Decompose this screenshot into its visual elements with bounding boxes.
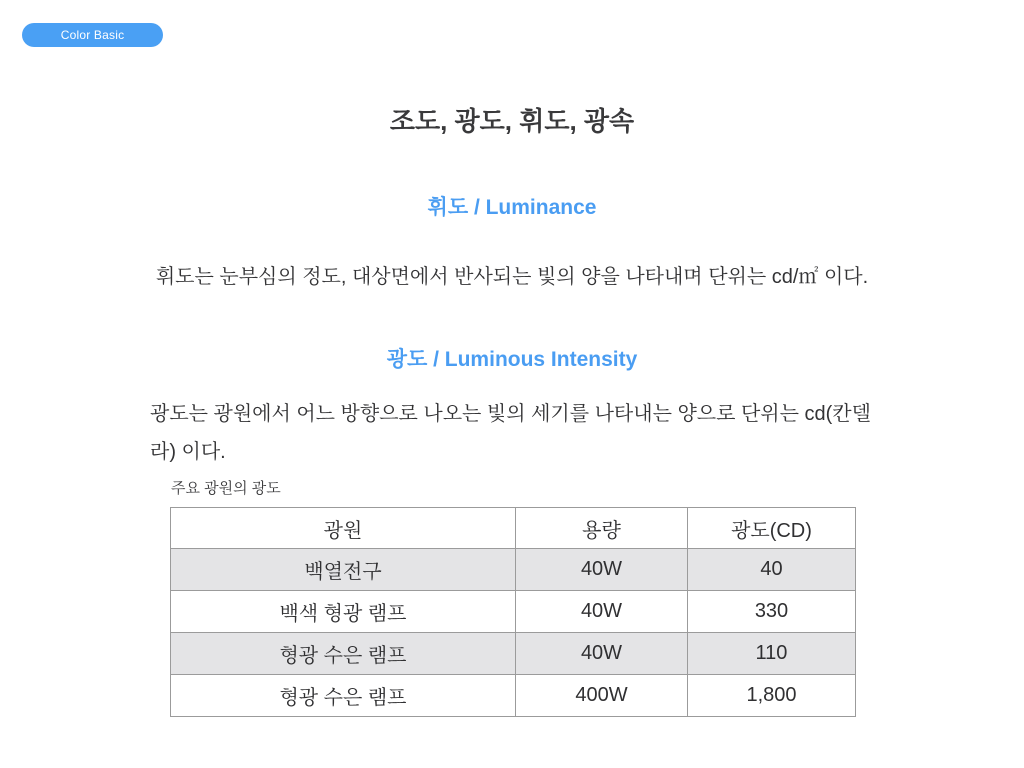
light-source-intensity-table (170, 507, 856, 717)
badge-label: Color Basic (60, 28, 125, 42)
column-header-intensity: 광도(CD) (688, 508, 856, 549)
column-header-wattage: 용량 (516, 508, 688, 549)
luminance-description: 휘도는 눈부심의 정도, 대상면에서 반사되는 빛의 양을 나타내며 단위는 cd/㎡ 이다. (155, 266, 869, 288)
column-header-source: 광원 (171, 508, 516, 549)
cell-source: 형광 수은 램프 (171, 633, 516, 675)
table-row (171, 675, 856, 717)
cell-wattage: 40W (516, 549, 688, 591)
slide-title: 조도, 광도, 휘도, 광속 (389, 106, 635, 136)
cell-source: 백색 형광 램프 (171, 591, 516, 633)
cell-wattage: 400W (516, 675, 688, 717)
cell-intensity: 40 (688, 549, 856, 591)
section-heading-luminance: 휘도 / Luminance (427, 196, 597, 219)
cell-intensity: 330 (688, 591, 856, 633)
table-caption: 주요 광원의 광도 (171, 480, 281, 497)
cell-source: 형광 수은 램프 (171, 675, 516, 717)
cell-source: 백열전구 (171, 549, 516, 591)
table-header-row (171, 508, 856, 549)
table-row (171, 549, 856, 591)
luminous-intensity-description: 광도는 광원에서 어느 방향으로 나오는 빛의 세기를 나타내는 양으로 단위는 cd(칸델라) 이다. (150, 403, 871, 463)
color-basic-badge (22, 23, 163, 47)
cell-intensity: 1,800 (688, 675, 856, 717)
section-heading-luminous-intensity: 광도 / Luminous Intensity (386, 348, 638, 371)
cell-intensity: 110 (688, 633, 856, 675)
table-row (171, 633, 856, 675)
table-row (171, 591, 856, 633)
cell-wattage: 40W (516, 591, 688, 633)
cell-wattage: 40W (516, 633, 688, 675)
